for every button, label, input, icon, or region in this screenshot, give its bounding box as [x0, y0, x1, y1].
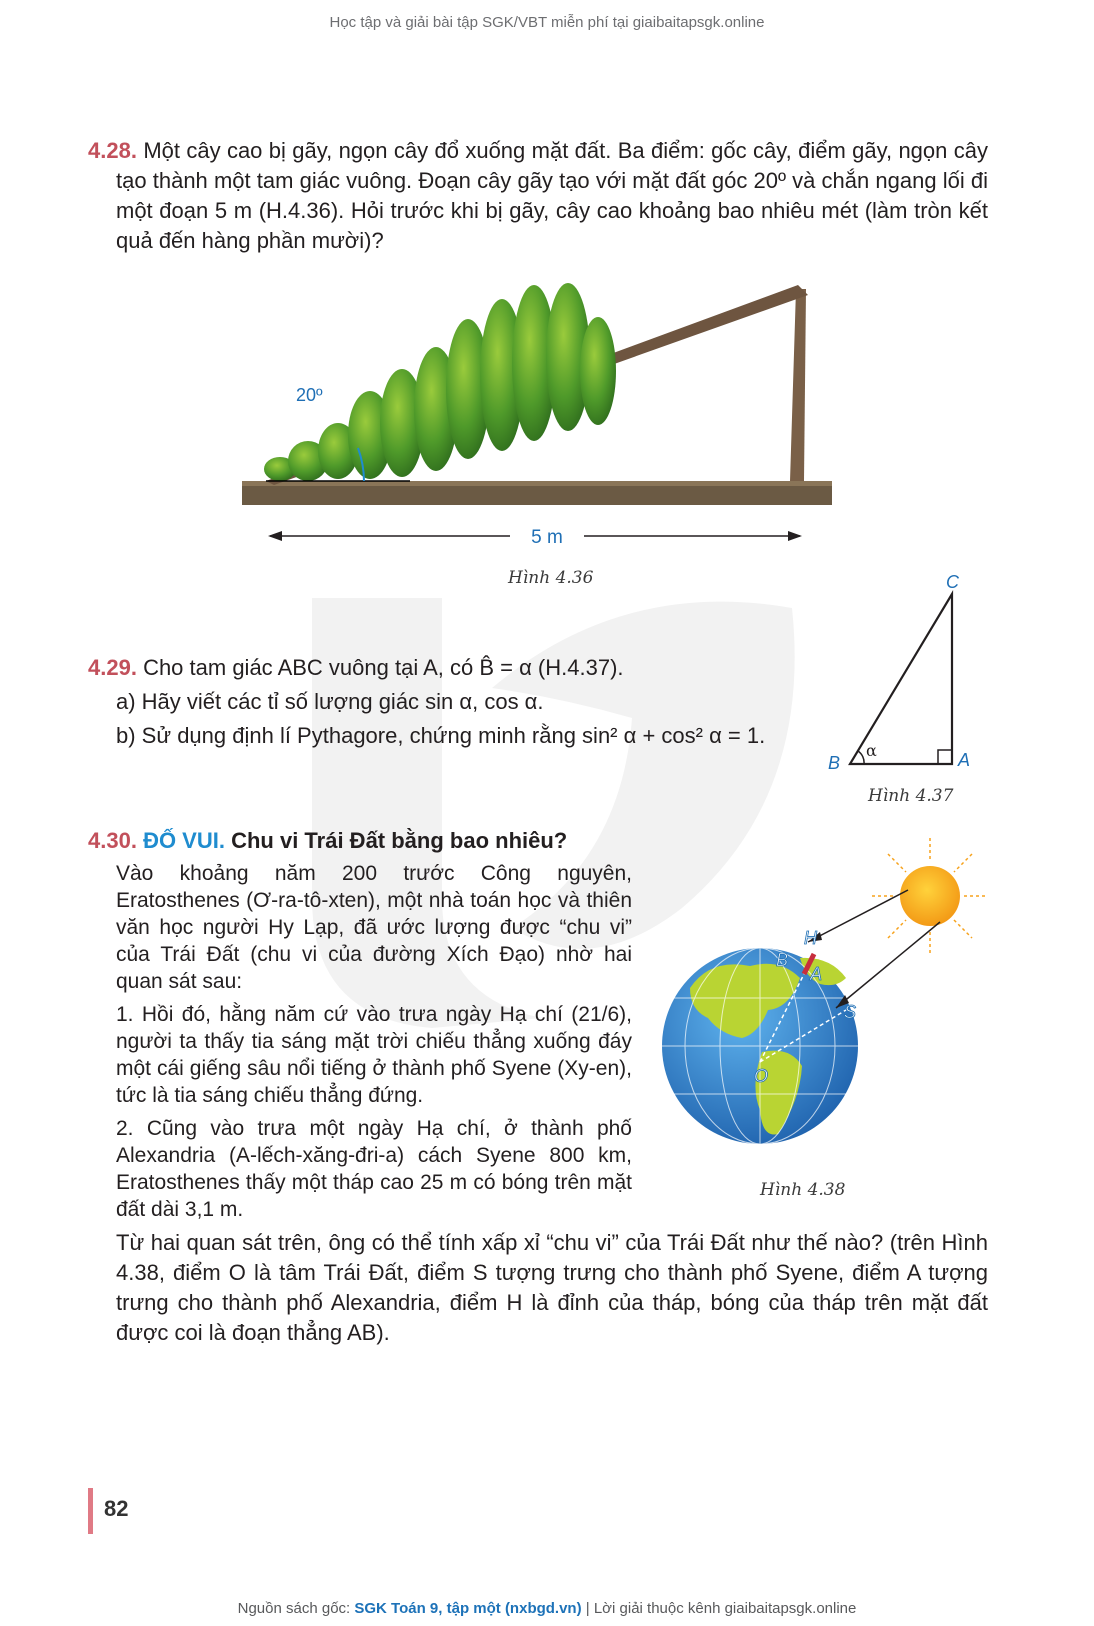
part-a: a) Hãy viết các tỉ số lượng giác sin α, cos α.	[116, 689, 544, 714]
figure-caption-4-36: Hình 4.36	[508, 568, 594, 588]
tree-foliage	[264, 283, 616, 481]
tree-stump	[790, 289, 806, 481]
angle-label: 20º	[296, 385, 323, 405]
footer-prefix: Nguồn sách gốc:	[237, 1600, 355, 1617]
page-number: 82	[104, 1496, 129, 1521]
footer-suffix: | Lời giải thuộc kênh giaibaitapsgk.online	[581, 1600, 857, 1617]
earth-globe	[662, 948, 858, 1144]
fun-tag: ĐỐ VUI.	[143, 828, 225, 853]
point-s: S	[844, 1002, 857, 1022]
vertex-b: B	[828, 753, 841, 773]
exercise-number: 4.29.	[88, 655, 137, 680]
arrowhead-left-icon	[268, 531, 282, 541]
right-angle-mark	[938, 750, 952, 764]
page-number-bar	[88, 1488, 93, 1534]
exercise-4-28	[88, 136, 988, 256]
exercise-number: 4.30.	[88, 828, 137, 853]
vertex-a: A	[958, 750, 971, 770]
paragraph-observation-2: 2. Cũng vào trưa một ngày Hạ chí, ở thành phố Alexandria (A-lếch-xăng-đri-a) cách Syene 800 km, Eratosthenes thấy một tháp cao 25 m có bóng trên mặt đất dài 3,1 m.	[116, 1117, 632, 1221]
point-b: B	[776, 950, 789, 970]
earth-figure	[650, 838, 1000, 1174]
exercise-title: Chu vi Trái Đất bằng bao nhiêu?	[231, 828, 568, 853]
point-o: O	[754, 1066, 769, 1086]
exercise-number: 4.28.	[88, 138, 137, 163]
part-b: b) Sử dụng định lí Pythagore, chứng minh rằng sin² α + cos² α = 1.	[116, 723, 766, 748]
paragraph-question: Từ hai quan sát trên, ông có thể tính xấp xỉ “chu vi” của Trái Đất như thế nào? (trên Hình 4.38, điểm O là tâm Trái Đất, điểm S tượng trưng cho thành phố Syene, điểm A tượng trưng cho thành phố Alexandria, điểm H là đỉnh của tháp, bóng của tháp trên mặt đất được coi là đoạn thẳng AB).	[116, 1230, 988, 1345]
angle-b-arc	[858, 751, 864, 764]
figure-caption-4-37: Hình 4.37	[868, 786, 954, 806]
figure-caption-4-38: Hình 4.38	[760, 1180, 846, 1200]
distance-label: 5 m	[531, 527, 563, 548]
exercise-intro: Cho tam giác ABC vuông tại A, có B̂ = α (H.4.37).	[143, 655, 624, 680]
exercise-4-29	[88, 653, 818, 751]
exercise-4-30-body	[116, 860, 632, 1223]
page-footer	[0, 1600, 1094, 1617]
paragraph-intro: Vào khoảng năm 200 trước Công nguyên, Eratosthenes (Ơ-ra-tô-xten), một nhà toán học và thiên văn học người Hy Lạp, đã ước lượng được “chu vi” của Trái Đất (chu vi của đường Xích Đạo) nhờ hai quan sát sau:	[116, 862, 632, 993]
paragraph-observation-1: 1. Hồi đó, hằng năm cứ vào trưa ngày Hạ chí (21/6), người ta thấy tia sáng mặt trời chiếu thẳng xuống đáy một cái giếng sâu nổi tiếng ở thành phố Syene (Xy-en), tức là tia sáng chiếu thẳng đứng.	[116, 1003, 632, 1107]
page-header: Học tập và giải bài tập SGK/VBT miễn phí tại giaibaitapsgk.online	[329, 14, 765, 31]
sun-icon	[872, 838, 988, 956]
fallen-tree-figure	[230, 265, 850, 555]
point-a: A	[810, 964, 823, 984]
right-triangle-figure	[820, 572, 990, 782]
arrowhead-right-icon	[788, 531, 802, 541]
triangle-abc	[850, 594, 952, 764]
footer-source-link[interactable]: SGK Toán 9, tập một (nxbgd.vn)	[354, 1600, 582, 1617]
point-h: H	[804, 928, 817, 948]
angle-alpha: α	[866, 741, 877, 760]
exercise-text: Một cây cao bị gãy, ngọn cây đổ xuống mặt đất. Ba điểm: gốc cây, điểm gãy, ngọn cây tạo thành một tam giác vuông. Đoạn cây gãy tạo với mặt đất góc 20º và chắn ngang lối đi một đoạn 5 m (H.4.36). Hỏi trước khi bị gãy, cây cao khoảng bao nhiêu mét (làm tròn kết quả đến hàng phần mười)?	[116, 138, 988, 253]
vertex-c: C	[946, 572, 959, 592]
